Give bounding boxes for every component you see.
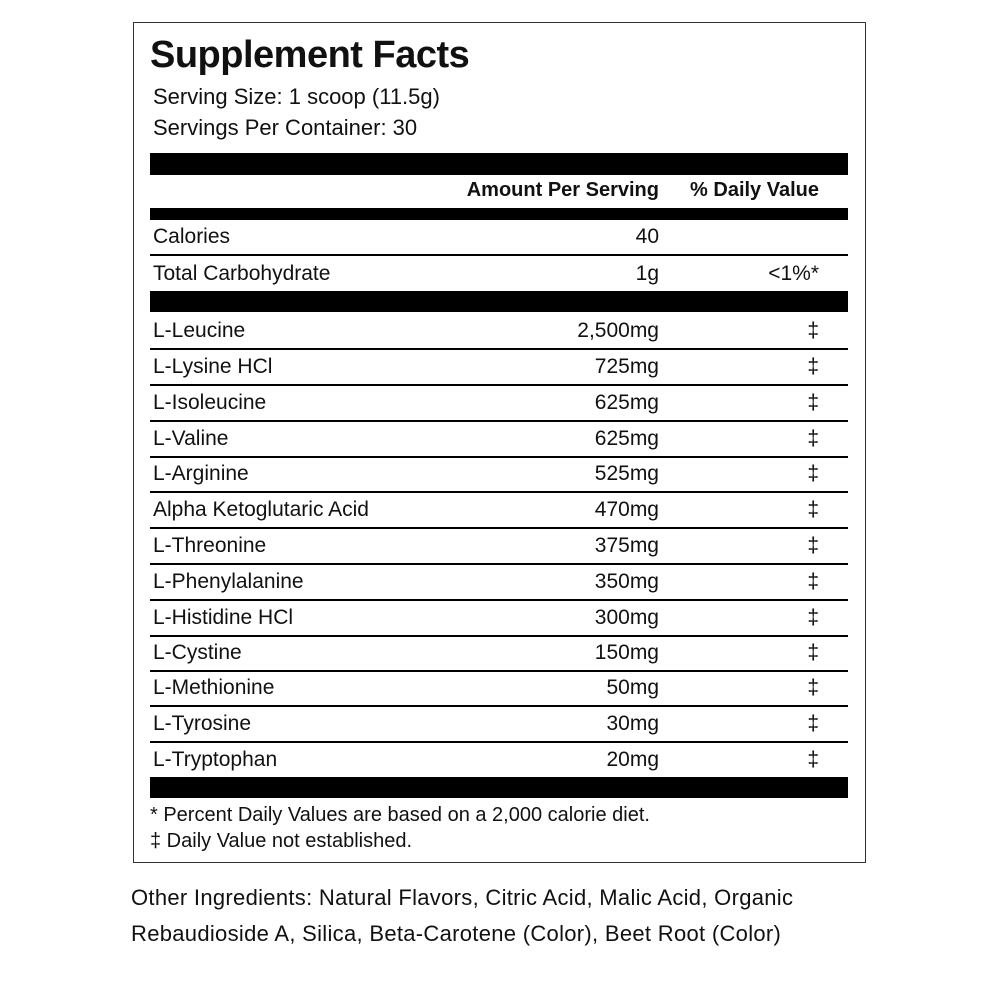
other-ingredients: Other Ingredients: Natural Flavors, Citric Acid, Malic Acid, Organic Rebaudioside A, Silica, Beta-Carotene (Color), Beet Root (Color) — [131, 885, 794, 946]
thick-divider — [150, 291, 848, 312]
ingredient-name: L-Lysine HCl — [153, 355, 273, 378]
ingredient-daily-value: ‡ — [807, 676, 819, 699]
ingredient-daily-value: ‡ — [807, 641, 819, 664]
nutrient-name: Total Carbohydrate — [153, 262, 331, 285]
footnote-not-established: ‡ Daily Value not established. — [150, 830, 413, 852]
ingredient-amount: 625mg — [594, 427, 659, 450]
ingredient-row — [150, 565, 848, 601]
footnote-daily-value: * Percent Daily Values are based on a 2,000 calorie diet. — [150, 804, 650, 826]
ingredient-daily-value: ‡ — [807, 748, 819, 771]
ingredient-row — [150, 386, 848, 422]
ingredient-daily-value: ‡ — [807, 462, 819, 485]
ingredient-name: L-Tryptophan — [153, 748, 278, 771]
nutrient-name: Calories — [153, 225, 231, 248]
ingredient-amount: 300mg — [594, 606, 659, 629]
ingredient-row — [150, 458, 848, 493]
ingredient-daily-value: ‡ — [807, 606, 819, 629]
ingredient-amount: 725mg — [594, 355, 659, 378]
ingredient-row — [150, 707, 848, 743]
column-header-daily-value: % Daily Value — [690, 179, 819, 201]
ingredient-amount: 20mg — [606, 748, 659, 771]
ingredient-name: L-Threonine — [153, 534, 267, 557]
ingredient-amount: 625mg — [594, 391, 659, 414]
ingredient-daily-value: ‡ — [807, 319, 819, 342]
panel-title: Supplement Facts — [150, 34, 470, 76]
ingredient-name: L-Phenylalanine — [153, 570, 304, 593]
ingredient-name: L-Isoleucine — [153, 391, 267, 414]
nutrient-amount: 40 — [635, 225, 659, 248]
ingredient-daily-value: ‡ — [807, 570, 819, 593]
ingredient-row — [150, 529, 848, 565]
ingredient-row — [150, 350, 848, 386]
ingredient-row — [150, 312, 848, 350]
ingredient-row — [150, 601, 848, 637]
thick-divider — [150, 153, 848, 175]
ingredient-daily-value: ‡ — [807, 355, 819, 378]
ingredient-daily-value: ‡ — [807, 391, 819, 414]
nutrient-row — [150, 256, 848, 291]
ingredient-name: L-Histidine HCl — [153, 606, 294, 629]
ingredient-row — [150, 493, 848, 529]
ingredient-name: L-Valine — [153, 427, 229, 450]
ingredient-amount: 470mg — [594, 498, 659, 521]
ingredient-row — [150, 422, 848, 458]
ingredient-daily-value: ‡ — [807, 427, 819, 450]
ingredient-daily-value: ‡ — [807, 534, 819, 557]
nutrient-row — [150, 220, 848, 256]
ingredient-row — [150, 672, 848, 707]
nutrient-amount: 1g — [635, 262, 659, 285]
ingredient-name: Alpha Ketoglutaric Acid — [153, 498, 369, 521]
thick-divider — [150, 777, 848, 798]
ingredient-amount: 525mg — [594, 462, 659, 485]
ingredient-row — [150, 743, 848, 777]
ingredient-amount: 50mg — [606, 676, 659, 699]
ingredient-daily-value: ‡ — [807, 498, 819, 521]
ingredient-name: L-Cystine — [153, 641, 242, 664]
ingredient-name: L-Tyrosine — [153, 712, 252, 735]
medium-divider — [150, 208, 848, 220]
ingredient-name: L-Arginine — [153, 462, 249, 485]
servings-per-container: Servings Per Container: 30 — [153, 115, 418, 140]
serving-size: Serving Size: 1 scoop (11.5g) — [153, 84, 440, 109]
ingredient-daily-value: ‡ — [807, 712, 819, 735]
ingredient-amount: 350mg — [594, 570, 659, 593]
column-header-amount: Amount Per Serving — [466, 179, 659, 201]
ingredient-name: L-Methionine — [153, 676, 275, 699]
ingredient-row — [150, 637, 848, 672]
ingredient-amount: 150mg — [594, 641, 659, 664]
ingredient-name: L-Leucine — [153, 319, 246, 342]
ingredient-amount: 2,500mg — [577, 319, 659, 342]
nutrient-daily-value: <1%* — [768, 262, 819, 285]
ingredient-amount: 30mg — [606, 712, 659, 735]
ingredient-amount: 375mg — [594, 534, 659, 557]
